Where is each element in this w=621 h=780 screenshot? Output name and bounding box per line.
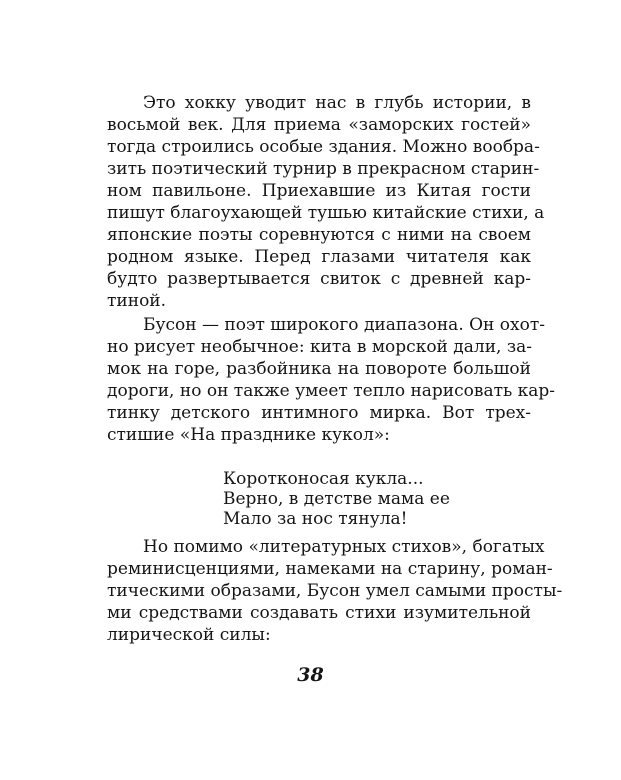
- text-line: восьмой век. Для приема «заморских гостей»: [107, 115, 531, 135]
- text-line: тинку детского интимного мирка. Вот трех-: [107, 403, 531, 423]
- text-line: родном языке. Перед глазами читателя как: [107, 247, 531, 267]
- text-line: стишие «На празднике кукол»:: [107, 425, 390, 445]
- page-number: 38: [297, 664, 324, 686]
- text-line: реминисценциями, намеками на старину, роман-: [107, 559, 553, 579]
- text-line: но рисует необычное: кита в морской дали, за-: [107, 337, 532, 357]
- text-line: тиной.: [107, 291, 167, 311]
- poem-line: Мало за нос тянула!: [223, 509, 408, 529]
- text-line: будто развертывается свиток с древней кар-: [107, 269, 531, 289]
- text-line: мок на горе, разбойника на повороте большой: [107, 359, 531, 379]
- text-line: Но помимо «литературных стихов», богатых: [143, 537, 545, 557]
- text-line: дороги, но он также умеет тепло нарисовать кар-: [107, 381, 556, 401]
- text-line: лирической силы:: [107, 625, 271, 645]
- text-line: пишут благоухающей тушью китайские стихи, а: [107, 203, 545, 223]
- text-line: японские поэты соревнуются с ними на своем: [107, 225, 531, 245]
- text-line: ном павильоне. Приехавшие из Китая гости: [107, 181, 531, 201]
- text-line: Это хокку уводит нас в глубь истории, в: [143, 93, 531, 113]
- poem-line: Верно, в детстве мама ее: [223, 489, 450, 509]
- text-line: Бусон — поэт широкого диапазона. Он охот-: [143, 315, 545, 335]
- text-line: тическими образами, Бусон умел самыми просты-: [107, 581, 563, 601]
- text-line: ми средствами создавать стихи изумительной: [107, 603, 531, 623]
- text-line: зить поэтический турнир в прекрасном старин-: [107, 159, 540, 179]
- poem-line: Коротконосая кукла...: [223, 469, 424, 489]
- text-line: тогда строились особые здания. Можно вообра-: [107, 137, 540, 157]
